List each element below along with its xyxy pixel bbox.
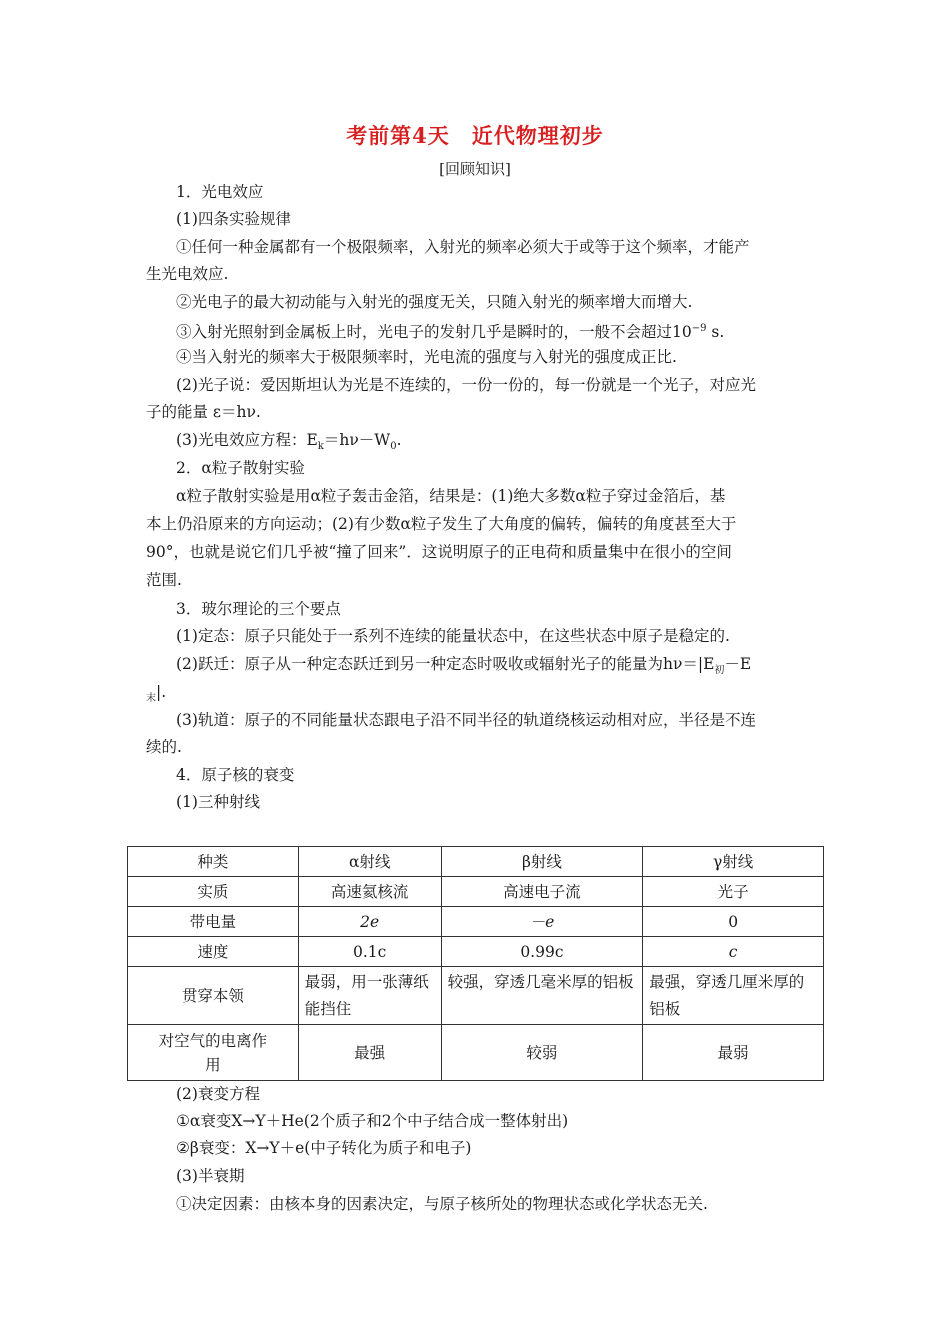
radiation-table (127, 846, 824, 1081)
paragraph-line: 生光电效应. (146, 265, 229, 283)
table-cell: 对空气的电离作用 (128, 1025, 299, 1081)
subheading: (3)半衰期 (176, 1167, 245, 1185)
table-row (128, 937, 824, 967)
table-cell: c (643, 937, 824, 967)
table-header-cell: α射线 (298, 847, 441, 877)
table-cell: 最弱，用一张薄纸能挡住 (298, 967, 441, 1025)
table-cell: 最强，穿透几厘米厚的铝板 (643, 967, 824, 1025)
paragraph-line: ③入射光照射到金属板上时，光电子的发射几乎是瞬时的，一般不会超过$10^{-9}$ s. (176, 323, 725, 342)
paragraph-line: 子的能量 ε＝hν. (146, 403, 261, 421)
section-heading: 4．原子核的衰变 (176, 766, 295, 784)
section-heading: 3．玻尔理论的三个要点 (176, 600, 341, 618)
paragraph-line: α粒子散射实验是用α粒子轰击金箔，结果是：(1)绝大多数α粒子穿过金箔后，基 (176, 487, 726, 505)
table-cell: 速度 (128, 937, 299, 967)
table-cell: 较强，穿透几毫米厚的铝板 (441, 967, 643, 1025)
paragraph-line: (2)光子说：爱因斯坦认为光是不连续的，一份一份的，每一份就是一个光子，对应光 (176, 376, 756, 394)
paragraph-line: ①决定因素：由核本身的因素决定，与原子核所处的物理状态或化学状态无关. (176, 1195, 708, 1213)
table-row (128, 907, 824, 937)
table-header-row (128, 847, 824, 877)
table-cell: 最弱 (643, 1025, 824, 1081)
table-header-cell: 种类 (128, 847, 299, 877)
table-cell: 光子 (643, 877, 824, 907)
table-cell: 实质 (128, 877, 299, 907)
table-header-cell: γ射线 (643, 847, 824, 877)
subheading: (1)三种射线 (176, 793, 260, 811)
table-cell: 较弱 (441, 1025, 643, 1081)
table-cell: 最强 (298, 1025, 441, 1081)
paragraph-line: (3)轨道：原子的不同能量状态跟电子沿不同半径的轨道绕核运动相对应，半径是不连 (176, 711, 756, 729)
subheading: (2)衰变方程 (176, 1085, 260, 1103)
table-cell: 0.99c (441, 937, 643, 967)
section-label: [回顾知识] (439, 160, 511, 178)
table-cell: 高速氦核流 (298, 877, 441, 907)
section-heading: 1．光电效应 (176, 183, 264, 201)
subheading: (1)四条实验规律 (176, 210, 291, 228)
table-row (128, 877, 824, 907)
paragraph-line: ②β衰变：X→Y＋e(中子转化为质子和电子) (176, 1139, 472, 1157)
table-row (128, 1025, 824, 1081)
table-header-cell: β射线 (441, 847, 643, 877)
paragraph-line: 90°，也就是说它们几乎被“撞了回来”．这说明原子的正电荷和质量集中在很小的空间 (146, 543, 732, 561)
paragraph-line: (1)定态：原子只能处于一系列不连续的能量状态中，在这些状态中原子是稳定的. (176, 627, 730, 645)
table-cell: 0.1c (298, 937, 441, 967)
paragraph-line: ①α衰变X→Y＋He(2个质子和2个中子结合成一整体射出) (176, 1112, 569, 1130)
table-cell: 贯穿本领 (128, 967, 299, 1025)
table-cell: －e (441, 907, 643, 937)
paragraph-line: 范围. (146, 571, 182, 589)
paragraph-line: ①任何一种金属都有一个极限频率，入射光的频率必须大于或等于这个频率，才能产 (176, 238, 750, 256)
section-heading: 2．α粒子散射实验 (176, 459, 305, 477)
table-row (128, 967, 824, 1025)
paragraph-line: 本上仍沿原来的方向运动；(2)有少数α粒子发生了大角度的偏转，偏转的角度甚至大于 (146, 515, 737, 533)
page-title: 考前第4天 近代物理初步 (346, 123, 604, 148)
paragraph-line: ②光电子的最大初动能与入射光的强度无关，只随入射光的频率增大而增大. (176, 293, 693, 311)
paragraph-line: $_末$|. (146, 683, 167, 705)
paragraph-line: ④当入射光的频率大于极限频率时，光电流的强度与入射光的强度成正比. (176, 348, 677, 366)
table-cell: 带电量 (128, 907, 299, 937)
paragraph-line: 续的. (146, 738, 182, 756)
table-cell: 0 (643, 907, 824, 937)
table-cell: 高速电子流 (441, 877, 643, 907)
paragraph-line: (2)跃迁：原子从一种定态跃迁到另一种定态时吸收或辐射光子的能量为$h\nu=|E_初-E$ (176, 655, 752, 677)
table-cell: 2e (298, 907, 441, 937)
paragraph-line: (3)光电效应方程：$E_k=h\nu-W_0$. (176, 431, 402, 453)
